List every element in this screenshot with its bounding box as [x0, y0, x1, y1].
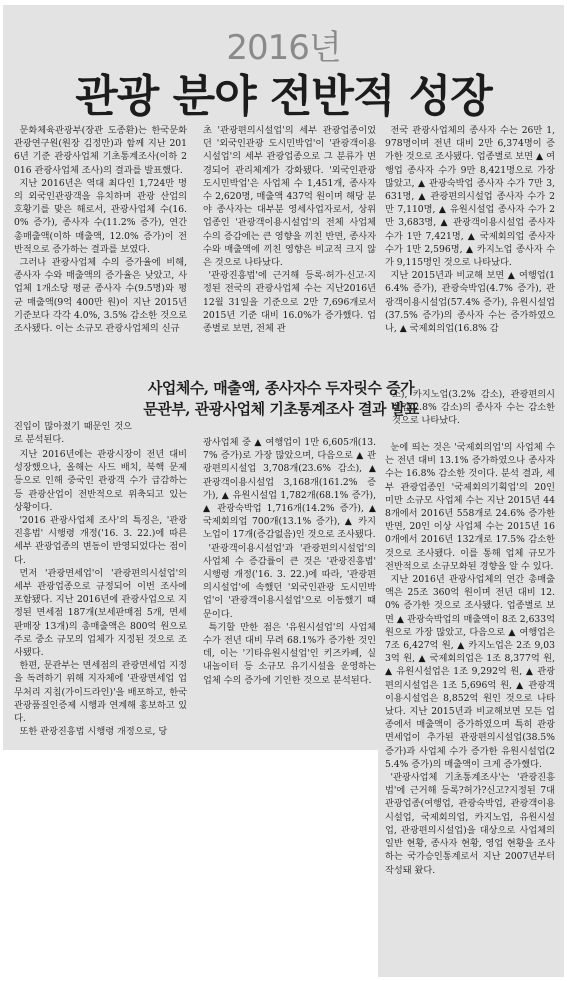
paragraph: 광사업체 중 ▲ 여행업이 1만 6,605개(13.7% 증가)로 가장 많았으며, 다음으로 ▲ 관광편의시설업 3,708개(23.6% 감소), ▲ 관광객이용시설업 3,168개(161.2% 증가), ▲ 유원시설업 1,782개(68.1% 증가), ▲ 관광숙박업 1,716개(14.2% 증가), ▲ 국제회의업 700개(13.1% 증가), ▲ 카지노업이 17개(증감없음)인 것으로 조사됐다.: [203, 437, 376, 541]
article-kicker: 2016년: [226, 28, 341, 68]
blank-area: [3, 750, 378, 978]
paragraph: 지난 2016년은 역대 최다인 1,724만 명의 외국인관광객을 유치하며 관광 산업의 호황기를 맞은 해로서, 관광사업체 수(16.0% 증가), 종사자 수(11.2% 증가), 연간 총매출액(이하 매출액, 12.0% 증가)이 전반적으로 증가하는 결과를 보였다.: [14, 177, 187, 255]
paragraph: '관광진흥법'에 근거해 등록·허가·신고·지정된 전국의 관광사업체 수는 지난2016년 12월 31일을 기준으로 2만 7,696개로서 2015년 기준 대비 16.0%가 증가했다. 업종별로 보면, 전체 관: [203, 270, 376, 335]
paragraph: '관광사업체 기초통계조사'는 '관광진흥법'에 근거해 등록?허가?신고?지정된 7대 관광업종(여행업, 관광숙박업, 관광객이용시설업, 국제회의업, 카지노업, 유원시설업, 관광편의시설업)을 대상으로 사업체의 일반 현황, 종사자 현황, 영업 현황을 조사하는 국가승인통계로서 지난 2007년부터 작성돼 왔다.: [385, 772, 555, 876]
paragraph: '2016 관광사업체 조사'의 특징은, '관광진흥법' 시행령 개정('16. 3. 22.)에 따른 세부 관광업종의 변동이 반영되었다는 점이다.: [14, 515, 187, 566]
column-3-continued: [385, 441, 555, 877]
paragraph: 특기할 만한 점은 '유원시설업'의 사업체 수가 전년 대비 무려 68.1%가 증가한 것인데, 이는 '기타유원시설업'인 키즈카페, 실내놀이터 등 소규모 유기시설을 운영하는 업체 수의 증가에 기인한 것으로 분석된다.: [203, 621, 376, 686]
article-headline: 관광 분야 전반적 성장: [75, 71, 492, 122]
column-2-continued: [203, 436, 376, 687]
paragraph: 또한 관광진흥법 시행령 개정으로, 당: [19, 726, 168, 738]
column-1-wrap: [14, 420, 132, 446]
subheading-line: 사업체수, 매출액, 종사자수 두자릿수 증가: [147, 379, 415, 397]
subheading-line: 문관부, 관광사업체 기초통계조사 결과 발표: [143, 400, 419, 418]
paragraph: 눈에 띄는 것은 '국제회의업'의 사업체 수는 전년 대비 13.1% 증가하였으나 종사자 수는 16.8% 감소한 것이다. 분석 결과, 세부 관광업종인 '국제회의기획업'의 20인 미만 소규모 사업체 수는 지난 2015년 448개에서 2016년 558개로 24.6% 증가한 반면, 20인 이상 사업체 수는 2015년 160개에서 2016년 132개로 17.5% 감소한 것으로 조사됐다. 이를 통해 업체 규모가 전반적으로 소규모화된 경향을 알 수 있다.: [385, 442, 555, 572]
column-1-continued: [14, 448, 187, 738]
paragraph: 초 '관광편의시설업'의 세부 관광업종이었던 '외국인관광 도시민박업'이 '관광객이용시설업'의 세부 관광업종으로 그 분류가 변경되어 관리체계가 강화됐다. '외국인관광 도시민박업'은 사업체 수 1,451개, 종사자 수 2,620명, 매출액 437억 원이며 해당 분야 종사자는 대부분 영세사업자로서, 상위 업종인 '관광객이용시설업'의 전체 사업체 수의 증감에는 큰 영향을 끼친 반면, 종사자 수와 매출액에 끼친 영향은 비교적 크지 않은 것으로 나타났다.: [203, 125, 376, 269]
column-3: [385, 124, 555, 335]
paragraph: 먼저 '관광면세업'이 '관광편의시설업'의 세부 관광업종으로 규정되어 이번 조사에 포함됐다. 지난 2016년에 관광사업으로 지정된 면세점 187개(보세판매점 5개, 면세판매장 13개)의 총매출액은 800억 원으로 주로 중소 규모의 업체가 지정된 것으로 조사됐다.: [14, 567, 187, 659]
paragraph: 진입이 많아졌기 때문인 것으로 분석된다.: [14, 421, 132, 446]
paragraph: 지난 2016년에는 관광시장이 전년 대비 성장했으나, 올해는 사드 배치, 북핵 문제 등으로 인해 중국인 관광객 수가 급감하는 등 관광산업이 전반적으로 위축되고 있는 상황이다.: [14, 449, 187, 513]
paragraph: 지난 2016년 관광사업체의 연간 총매출액은 25조 360억 원이며 전년 대비 12.0% 증가한 것으로 조사됐다. 업종별로 보면 ▲ 관광숙박업의 매출액이 8조 2,633억 원으로 가장 많았고, 다음으로 ▲ 여행업은 7조 6,427억 원, ▲ 카지노업은 2조 9,033억 원, ▲ 국제회의업은 1조 8,377억 원, ▲ 유원시설업은 1조 9,292억 원, ▲ 관광편의시설업은 1조 5,696억 원, ▲ 관광객이용시설업은 8,852억 원인 것으로 나타났다. 지난 2015년과 비교해보면 모든 업종에서 매출액이 증가하였으며 특히 관광면세업이 추가된 관광편의시설업(38.5% 증가)과 사업체 수가 증가한 유원시설업(25.4% 증가)의 매출액이 크게 증가했다.: [385, 574, 555, 770]
paragraph: 그러나 관광사업체 수의 증가율에 비해, 종사자 수와 매출액의 증가율은 낮았고, 사업체 1개소당 평균 종사자 수(9.5명)와 평균 매출액(9억 400만 원)이 지난 2015년 기준보다 각각 4.0%, 3.5% 감소한 것으로 조사됐다. 이는 소규모 관광사업체의 신규: [14, 257, 187, 335]
paragraph: 한편, 문관부는 면세점의 관광면세업 지정을 독려하기 위해 지자체에 '관광면세업 업무처리 지침(가이드라인)'을 배포하고, 한국관광품질인증제 시행과 연계해 홍보하고 있다.: [14, 660, 187, 725]
paragraph: '관광객이용시설업'과 '관광편의시설업'의 사업체 수 증감률이 큰 것은 '관광진흥법' 시행령 개정('16. 3. 22.)에 따라, '관광편의시설업'에 속했던 '외국인관광 도시민박업'이 '관광객이용시설업'으로 이동했기 때문이다.: [203, 542, 376, 620]
column-1: [14, 124, 187, 335]
paragraph: 지난 2015년과 비교해 보면 ▲ 여행업(16.4% 증가), 관광숙박업(4.7% 증가), 관광객이용시설업(57.4% 증가), 유원시설업(37.5% 증가)의 종사자 수는 증가하였으나, ▲ 국제회의업(16.8% 감: [385, 270, 555, 335]
article-subheading: [138, 378, 424, 420]
paragraph: 문화체육관광부(장관 도종환)는 한국문화관광연구원(원장 김정만)과 함께 지난 2016년 기준 관광사업체 기초통계조사(이하 2016 관광사업체 조사)의 결과를 발표했다.: [14, 125, 187, 176]
column-3-wrap: [392, 388, 555, 428]
paragraph: 전국 관광사업체의 종사자 수는 26만 1,978명이며 전년 대비 2만 6,374명이 증가한 것으로 조사됐다. 업종별로 보면 ▲ 여행업 종사자 수가 9만 8,421명으로 가장 많았고, ▲ 관광숙박업 종사자 수가 7만 3,631명, ▲ 관광편의시설업 종사자 수가 2만 7,110명, ▲ 유원시설업 종사자 수가 2만 3,683명, ▲ 관광객이용시설업 종사자 수가 1만 7,421명, ▲ 국제회의업 종사자 수가 1만 2,596명, ▲ 카지노업 종사자 수가 9,115명인 것으로 나타났다.: [385, 125, 555, 269]
paragraph: 소), 카지노업(3.2% 감소), 관광편의시설업(2.8% 감소)의 종사자 수는 감소한 것으로 나타났다.: [392, 389, 555, 427]
column-2: [203, 124, 376, 335]
